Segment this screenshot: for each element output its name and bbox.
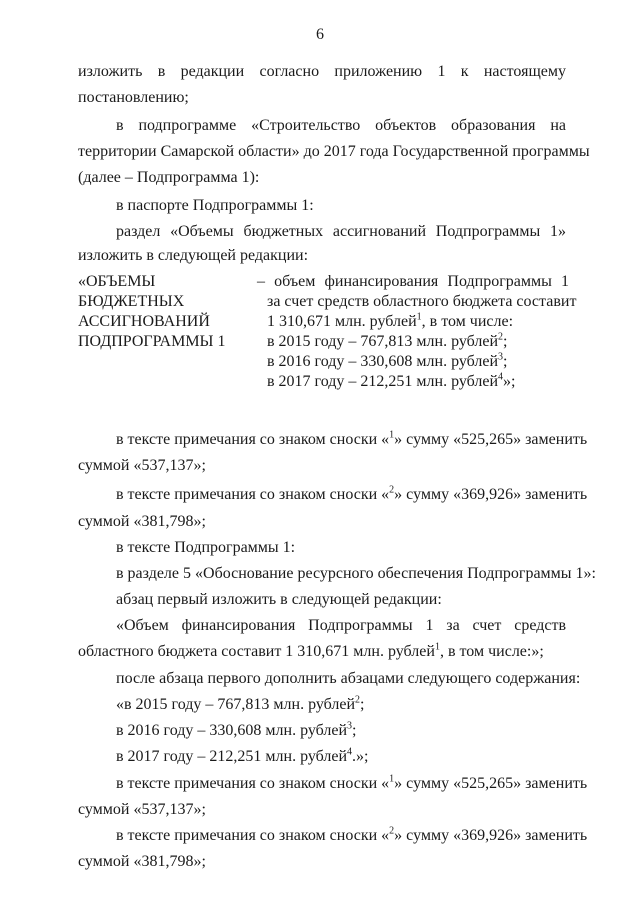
paragraph-text: в тексте примечания со знаком сноски «$^1$» сумму «525,265» заменить bbox=[116, 773, 588, 792]
paragraph-text: «в 2015 году – 767,813 млн. рублей$^2$; bbox=[116, 694, 365, 713]
paragraph-text: после абзаца первого дополнить абзацами следующего содержания: bbox=[116, 670, 581, 687]
paragraph-text: в 2017 году – 212,251 млн. рублей$^4$.»; bbox=[116, 746, 369, 765]
passport-section-label: «ОБЪЕМЫ БЮДЖЕТНЫХ АССИГНОВАНИЙ ПОДПРОГРАММЫ 1 bbox=[78, 273, 226, 350]
paragraph-text: в тексте примечания со знаком сноски «$^2$» сумму «369,926» заменить bbox=[116, 484, 588, 503]
paragraph-text: суммой «537,137»; bbox=[78, 457, 206, 474]
paragraph-text: постановлению; bbox=[78, 89, 189, 106]
paragraph-text: суммой «381,798»; bbox=[78, 853, 206, 870]
paragraph-text: территории Самарской области» до 2017 года Государственной программы bbox=[78, 143, 590, 160]
paragraph-text: в тексте примечания со знаком сноски «$^1$» сумму «525,265» заменить bbox=[116, 429, 588, 448]
paragraph-text: изложить в редакции согласно приложению 1 к настоящему bbox=[78, 63, 566, 80]
paragraph-text: в тексте примечания со знаком сноски «$^2$» сумму «369,926» заменить bbox=[116, 825, 588, 844]
paragraph-text: в разделе 5 «Обоснование ресурсного обеспечения Подпрограммы 1»: bbox=[116, 565, 596, 582]
paragraph-text: в тексте Подпрограммы 1: bbox=[116, 539, 296, 556]
page-number: 6 bbox=[316, 26, 324, 43]
paragraph-text: (далее – Подпрограмма 1): bbox=[78, 169, 260, 186]
paragraph-text: в паспорте Подпрограммы 1: bbox=[116, 197, 314, 214]
paragraph-text: в подпрограмме «Строительство объектов образования на bbox=[116, 117, 566, 134]
paragraph-text: в 2016 году – 330,608 млн. рублей$^3$; bbox=[116, 720, 357, 739]
paragraph-text: абзац первый изложить в следующей редакции: bbox=[116, 591, 442, 608]
paragraph-text: раздел «Объемы бюджетных ассигнований Подпрограммы 1» bbox=[116, 223, 566, 240]
paragraph-text: изложить в следующей редакции: bbox=[78, 247, 309, 264]
paragraph-text: суммой «537,137»; bbox=[78, 801, 206, 818]
paragraph-text: областного бюджета составит 1 310,671 млн. рублей$^1$, в том числе:»; bbox=[78, 641, 544, 660]
passport-section-value: – объем финансирования Подпрограммы 1 за счет средств областного бюджета составит 1 310,671 млн. рублей$^1$, в том числе: в 2015 году – 767,813 млн. рублей$^2$; в 2016 году – 330,608 млн. рублей$^3$; в 2017 году – 212,251 млн. рублей$^4$»; bbox=[257, 273, 577, 390]
paragraph-text: «Объем финансирования Подпрограммы 1 за счет средств bbox=[116, 617, 566, 634]
paragraph-text: суммой «381,798»; bbox=[78, 513, 206, 530]
